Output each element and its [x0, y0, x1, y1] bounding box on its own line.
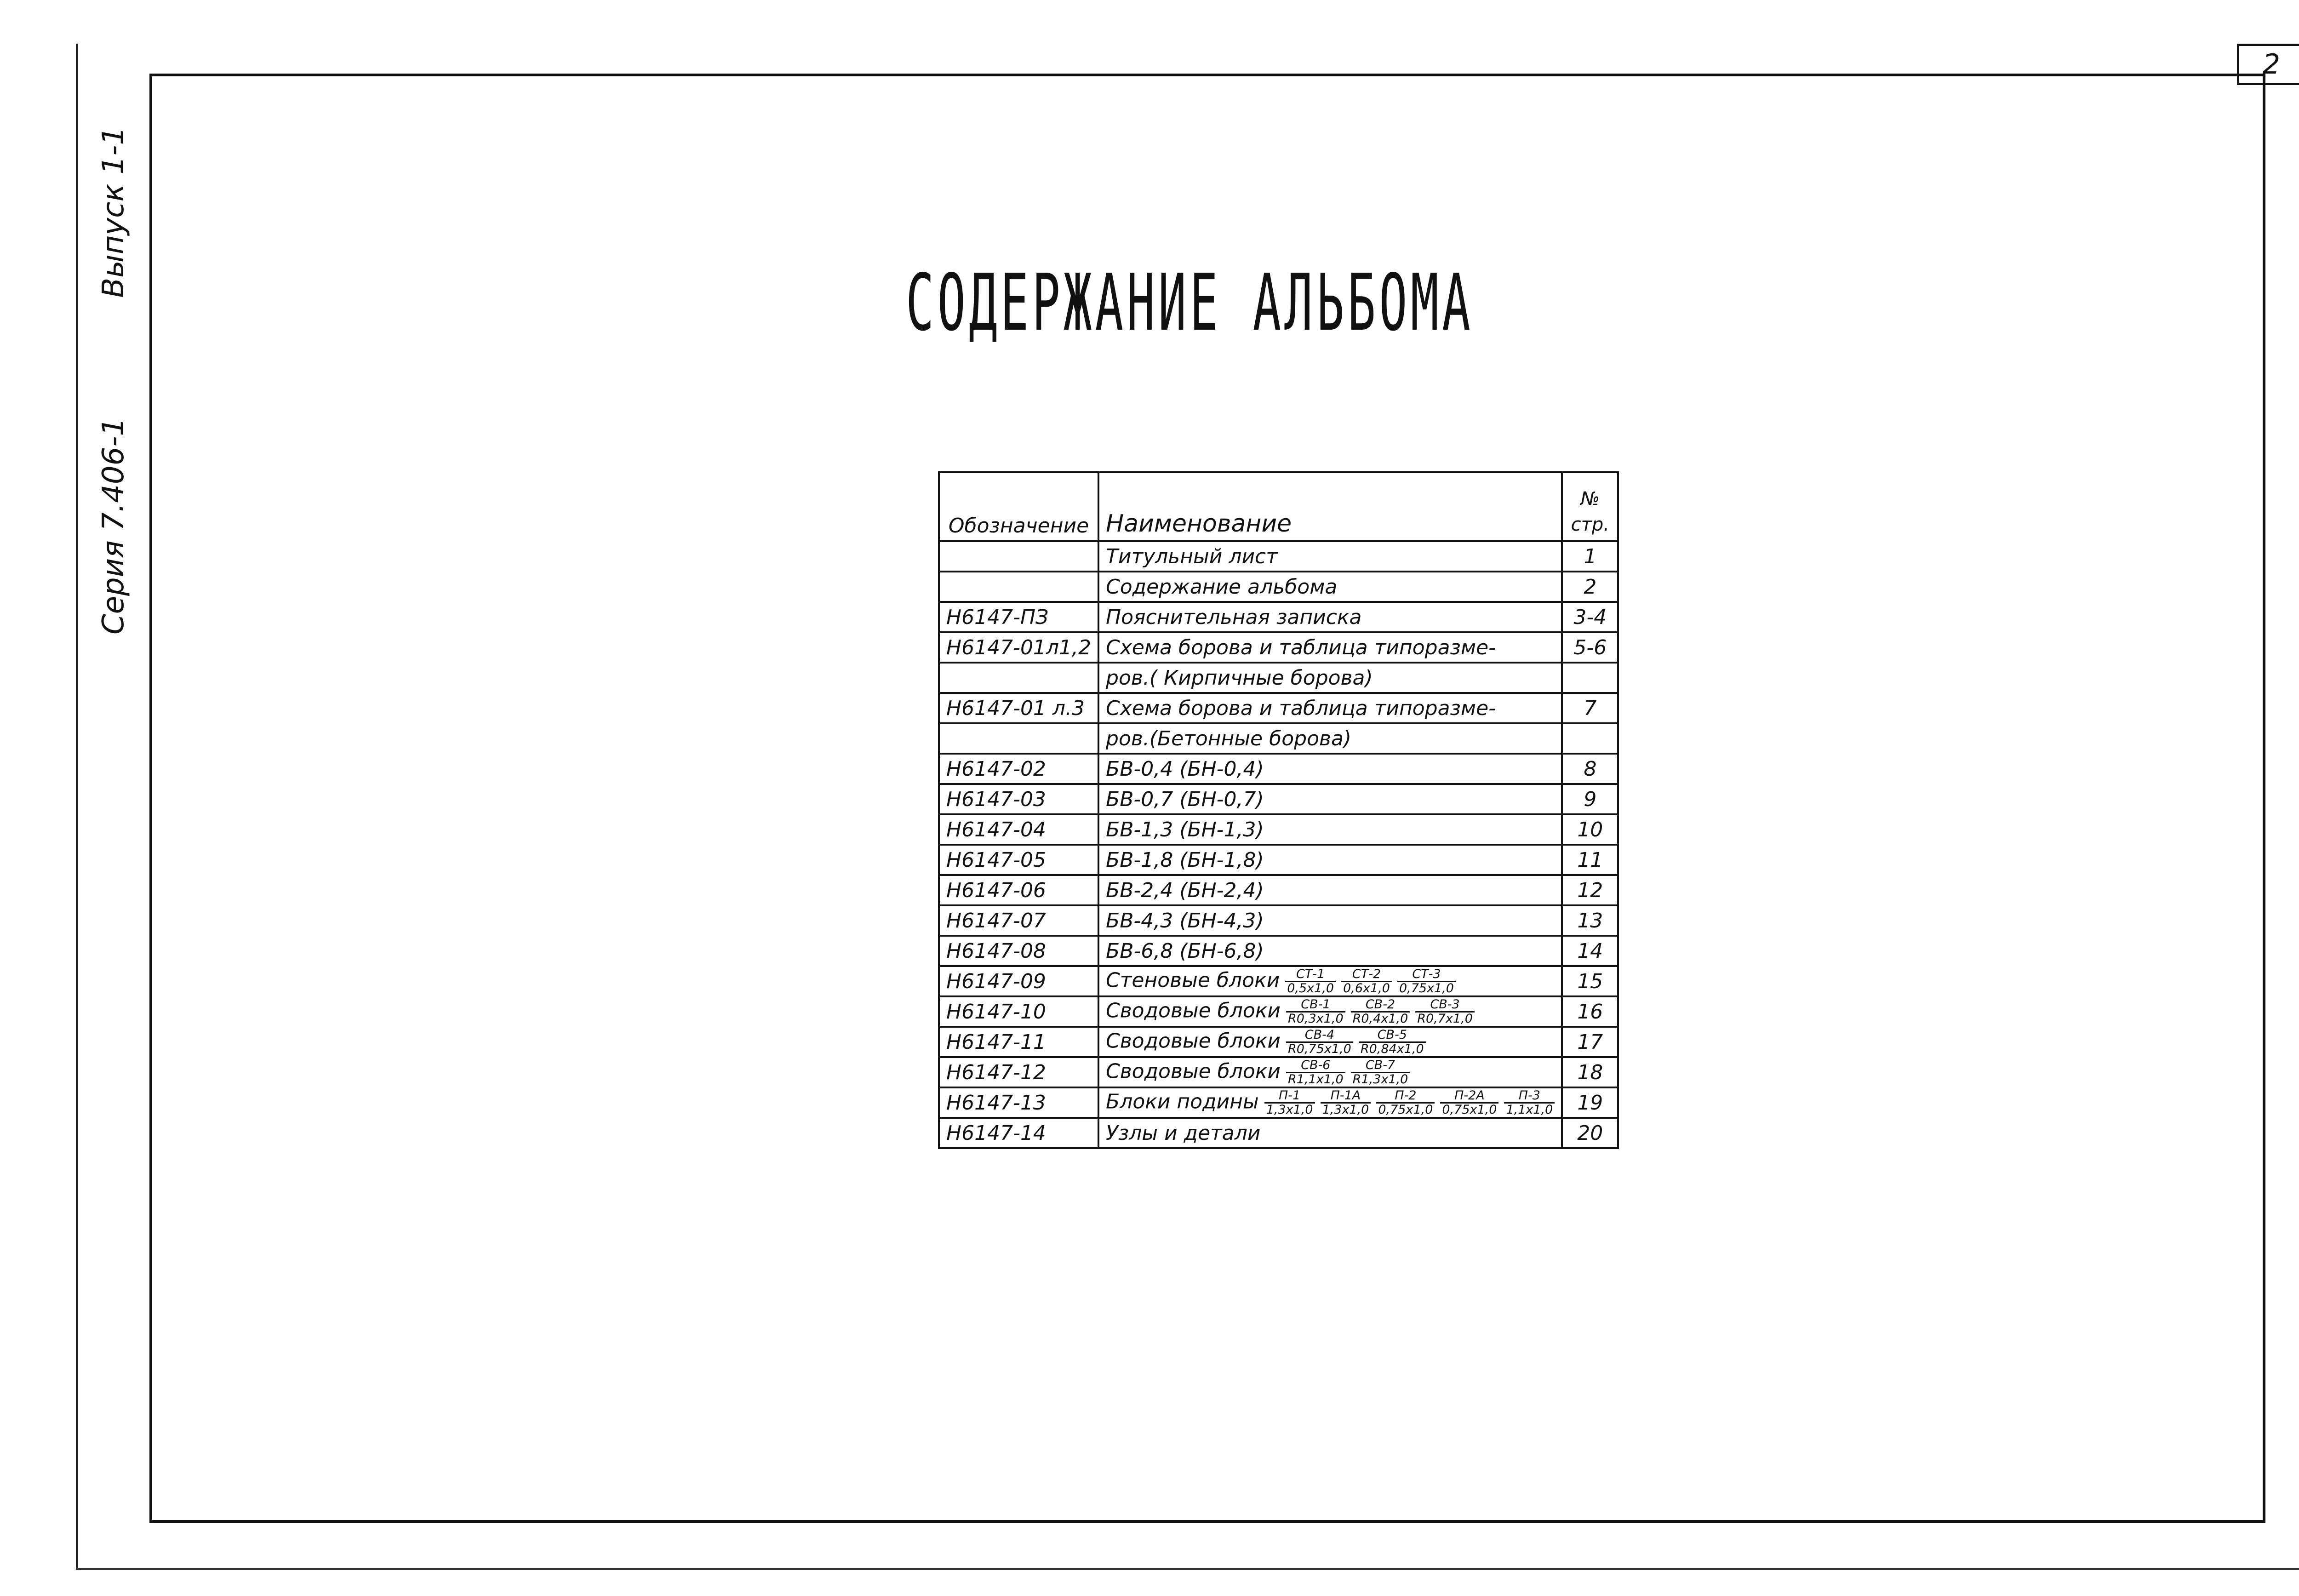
row-name-cell — [1098, 996, 1562, 1027]
row-name: Содержание альбома — [1106, 575, 1338, 599]
row-name-cell — [1098, 541, 1562, 572]
issue-label: Выпуск 1-1 — [97, 126, 131, 298]
table-row — [939, 693, 1618, 723]
row-designation: Н6147-12 — [939, 1057, 1098, 1087]
row-page-no — [1562, 723, 1618, 754]
block-fraction — [1321, 1089, 1371, 1116]
row-name: БВ-0,4 (БН-0,4) — [1106, 757, 1264, 781]
block-fraction — [1359, 1029, 1426, 1056]
fraction-mark: П-2А — [1440, 1089, 1498, 1104]
table-row — [939, 754, 1618, 784]
row-page-no: 10 — [1562, 814, 1618, 845]
row-name: Узлы и детали — [1106, 1121, 1261, 1145]
row-name: ров.( Кирпичные борова) — [1106, 666, 1373, 690]
row-name: Сводовые блоки — [1106, 1059, 1281, 1083]
fraction-mark: СТ-1 — [1285, 968, 1336, 982]
block-fraction — [1504, 1089, 1555, 1116]
block-fraction — [1285, 968, 1336, 995]
row-designation — [939, 541, 1098, 572]
table-row — [939, 723, 1618, 754]
fraction-size: 1,3x1,0 — [1266, 1102, 1313, 1117]
table-row — [939, 541, 1618, 572]
fraction-mark: СВ-3 — [1415, 998, 1475, 1013]
row-name: БВ-1,8 (БН-1,8) — [1106, 848, 1264, 872]
fraction-mark: П-3 — [1504, 1089, 1555, 1104]
fraction-size: 0,6x1,0 — [1343, 981, 1390, 995]
row-page-no: 18 — [1562, 1057, 1618, 1087]
row-name-cell — [1098, 723, 1562, 754]
fraction-size: R0,84x1,0 — [1360, 1041, 1424, 1056]
table-row — [939, 845, 1618, 875]
fraction-mark: СВ-7 — [1351, 1059, 1410, 1073]
row-designation: Н6147-13 — [939, 1087, 1098, 1118]
row-name: Схема борова и таблица типоразме- — [1106, 635, 1496, 659]
row-name: Стеновые блоки — [1106, 968, 1280, 992]
table-row — [939, 996, 1618, 1027]
fraction-size: 1,1x1,0 — [1506, 1102, 1553, 1117]
row-name-cell — [1098, 875, 1562, 905]
series-label: Серия 7.406-1 — [97, 417, 131, 635]
row-page-no: 16 — [1562, 996, 1618, 1027]
row-name: БВ-1,3 (БН-1,3) — [1106, 818, 1264, 841]
fraction-size: 0,75x1,0 — [1378, 1102, 1433, 1117]
row-name: БВ-0,7 (БН-0,7) — [1106, 787, 1264, 811]
header-page-no-top: № — [1580, 488, 1600, 509]
row-name: Блоки подины — [1106, 1090, 1259, 1113]
block-fraction — [1264, 1089, 1315, 1116]
row-page-no: 11 — [1562, 845, 1618, 875]
row-page-no — [1562, 663, 1618, 693]
fraction-mark: СВ-2 — [1351, 998, 1410, 1013]
row-name: Сводовые блоки — [1106, 1029, 1281, 1053]
fraction-mark: СТ-3 — [1397, 968, 1456, 982]
row-designation: Н6147-03 — [939, 784, 1098, 814]
row-page-no: 5-6 — [1562, 632, 1618, 663]
header-name: Наименование — [1098, 472, 1562, 541]
table-row — [939, 1118, 1618, 1148]
table-row — [939, 572, 1618, 602]
row-designation: Н6147-01л1,2 — [939, 632, 1098, 663]
row-page-no: 8 — [1562, 754, 1618, 784]
row-name-cell — [1098, 784, 1562, 814]
table-row — [939, 1087, 1618, 1118]
row-designation — [939, 572, 1098, 602]
row-name: Сводовые блоки — [1106, 999, 1281, 1022]
row-designation: Н6147-14 — [939, 1118, 1098, 1148]
row-designation: Н6147-01 л.3 — [939, 693, 1098, 723]
row-name: Пояснительная записка — [1106, 605, 1362, 629]
block-fraction — [1351, 998, 1410, 1025]
row-designation: Н6147-02 — [939, 754, 1098, 784]
row-name-cell — [1098, 1118, 1562, 1148]
block-fraction — [1440, 1089, 1498, 1116]
table-row — [939, 632, 1618, 663]
table-row — [939, 1057, 1618, 1087]
row-designation: Н6147-09 — [939, 966, 1098, 996]
row-designation: Н6147-ПЗ — [939, 602, 1098, 632]
block-fraction — [1376, 1089, 1435, 1116]
row-name-cell — [1098, 1087, 1562, 1118]
fraction-size: 1,3x1,0 — [1322, 1102, 1369, 1117]
row-designation — [939, 663, 1098, 693]
row-name-cell — [1098, 632, 1562, 663]
row-name: БВ-6,8 (БН-6,8) — [1106, 939, 1264, 963]
row-name-cell — [1098, 754, 1562, 784]
block-fraction — [1286, 998, 1345, 1025]
row-name: Титульный лист — [1106, 544, 1278, 568]
table-row — [939, 966, 1618, 996]
row-page-no: 2 — [1562, 572, 1618, 602]
fraction-size: R0,4x1,0 — [1352, 1011, 1408, 1026]
block-fraction — [1351, 1059, 1410, 1086]
fraction-mark: П-1А — [1321, 1089, 1371, 1104]
row-name-cell — [1098, 693, 1562, 723]
row-page-no: 20 — [1562, 1118, 1618, 1148]
table-row — [939, 1027, 1618, 1057]
contents-table — [938, 471, 1619, 1149]
row-page-no: 15 — [1562, 966, 1618, 996]
block-fraction — [1397, 968, 1456, 995]
fraction-size: R0,7x1,0 — [1417, 1011, 1473, 1026]
row-designation: Н6147-08 — [939, 936, 1098, 966]
block-fraction — [1286, 1059, 1345, 1086]
fraction-size: 0,5x1,0 — [1287, 981, 1334, 995]
table-row — [939, 936, 1618, 966]
row-name-cell — [1098, 602, 1562, 632]
side-stamp — [97, 126, 131, 635]
fraction-mark: СВ-1 — [1286, 998, 1345, 1013]
row-name: БВ-4,3 (БН-4,3) — [1106, 909, 1264, 932]
row-name: БВ-2,4 (БН-2,4) — [1106, 878, 1264, 902]
row-name-cell — [1098, 966, 1562, 996]
row-name-cell — [1098, 572, 1562, 602]
fraction-size: 0,75x1,0 — [1442, 1102, 1497, 1117]
row-page-no: 14 — [1562, 936, 1618, 966]
fraction-size: R1,3x1,0 — [1352, 1072, 1408, 1087]
fraction-size: R1,1x1,0 — [1288, 1072, 1344, 1087]
row-page-no: 12 — [1562, 875, 1618, 905]
fraction-mark: П-1 — [1264, 1089, 1315, 1104]
fraction-mark: СТ-2 — [1341, 968, 1392, 982]
block-fraction — [1286, 1029, 1353, 1056]
row-name-cell — [1098, 663, 1562, 693]
row-name-cell — [1098, 905, 1562, 936]
block-fraction — [1415, 998, 1475, 1025]
block-fraction — [1341, 968, 1392, 995]
row-designation: Н6147-04 — [939, 814, 1098, 845]
table-row — [939, 602, 1618, 632]
row-designation — [939, 723, 1098, 754]
row-name-cell — [1098, 1057, 1562, 1087]
fraction-mark: СВ-6 — [1286, 1059, 1345, 1073]
row-page-no: 17 — [1562, 1027, 1618, 1057]
row-designation: Н6147-10 — [939, 996, 1098, 1027]
header-designation: Обозначение — [939, 472, 1098, 541]
fraction-mark: СВ-5 — [1359, 1029, 1426, 1043]
page-number: 2 — [2237, 44, 2299, 85]
row-page-no: 1 — [1562, 541, 1618, 572]
header-page-no-bottom: стр. — [1571, 514, 1610, 535]
header-page-no — [1562, 472, 1618, 541]
table-body — [939, 541, 1618, 1148]
row-page-no: 7 — [1562, 693, 1618, 723]
table-row — [939, 784, 1618, 814]
fraction-size: 0,75x1,0 — [1399, 981, 1454, 995]
row-designation: Н6147-06 — [939, 875, 1098, 905]
fraction-size: R0,3x1,0 — [1288, 1011, 1344, 1026]
row-page-no: 9 — [1562, 784, 1618, 814]
row-name-cell — [1098, 845, 1562, 875]
table-row — [939, 663, 1618, 693]
row-designation: Н6147-07 — [939, 905, 1098, 936]
fraction-size: R0,75x1,0 — [1288, 1041, 1351, 1056]
row-page-no: 13 — [1562, 905, 1618, 936]
row-name: Схема борова и таблица типоразме- — [1106, 696, 1496, 720]
table-header-row — [939, 472, 1618, 541]
fraction-mark: СВ-4 — [1286, 1029, 1353, 1043]
row-name-cell — [1098, 1027, 1562, 1057]
row-designation: Н6147-05 — [939, 845, 1098, 875]
table-row — [939, 905, 1618, 936]
row-name-cell — [1098, 936, 1562, 966]
fraction-mark: П-2 — [1376, 1089, 1435, 1104]
page-title: СОДЕРЖАНИЕ АЛЬБОМА — [906, 257, 1474, 349]
row-page-no: 3-4 — [1562, 602, 1618, 632]
table-row — [939, 814, 1618, 845]
row-name-cell — [1098, 814, 1562, 845]
table-row — [939, 875, 1618, 905]
row-designation: Н6147-11 — [939, 1027, 1098, 1057]
row-page-no: 19 — [1562, 1087, 1618, 1118]
row-name: ров.(Бетонные борова) — [1106, 726, 1352, 750]
